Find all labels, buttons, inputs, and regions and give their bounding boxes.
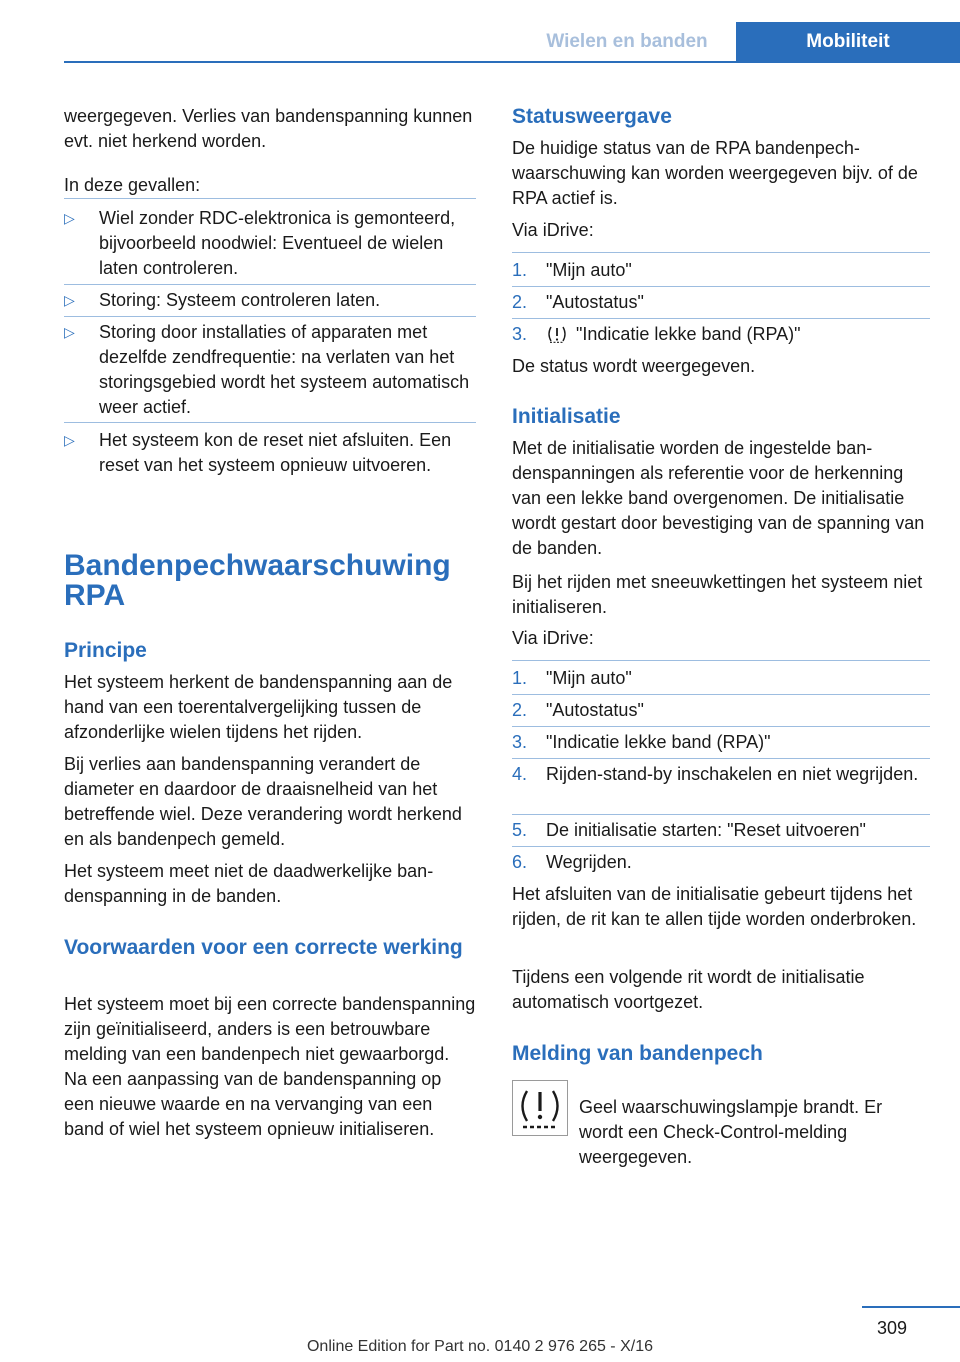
list-divider — [512, 318, 930, 319]
list-item: ▷ Het systeem kon de reset niet afsluiten. Een reset van het systeem opnieuw uitvoeren. — [64, 430, 452, 475]
triangle-right-icon: ▷ — [64, 210, 75, 226]
list-divider — [512, 758, 930, 759]
list-divider — [64, 422, 476, 423]
tpms-warning-lamp — [512, 1080, 568, 1136]
paragraph: De huidige status van de RPA bandenpechwaarschuwing kan worden weergegeven bijv. of de RPA actief is. — [512, 138, 918, 208]
list-item: ▷ Storing: Systeem controleren laten. — [64, 288, 476, 313]
list-item: 2. "Autostatus" — [512, 700, 644, 720]
paragraph: Het systeem moet bij een correcte bandenspanning zijn geïnitialiseerd, anders is een betrouwbare melding van een bandenpech niet gewaarborgd. Na een aanpassing van de bandenspanning op een nieuwe waarde en na vervanging van een band of wiel het systeem opnieuw initialiseren. — [64, 994, 476, 1139]
paragraph: Het systeem meet niet de daadwerkelijke bandenspanning in de banden. — [64, 861, 434, 906]
section-heading: Melding van bandenpech — [512, 1042, 763, 1065]
tpms-warning-icon — [513, 1081, 567, 1135]
list-item: 1. "Mijn auto" — [512, 260, 632, 280]
list-item: ▷ Wiel zonder RDC-elektronica is gemonteerd, bijvoorbeeld noodwiel: Eventueel de wielen laten controleren. — [64, 208, 456, 278]
section-heading: Initialisatie — [512, 405, 621, 428]
list-item: 6. Wegrijden. — [512, 852, 632, 872]
list-item: ▷ Storing door installaties of apparaten met dezelfde zendfrequentie: na verlaten van het storingsgebied wordt het systeem automatisch weer actief. — [64, 322, 470, 417]
section-heading: Voorwaarden voor een correcte werking — [64, 936, 463, 959]
paragraph: Via iDrive: — [512, 628, 594, 648]
footer-rule — [862, 1306, 960, 1308]
list-item: 1. "Mijn auto" — [512, 668, 632, 688]
paragraph: Tijdens een volgende rit wordt de initialisatie automatisch voortgezet. — [512, 967, 865, 1012]
list-item: 5. De initialisatie starten: "Reset uitvoeren" — [512, 820, 866, 840]
page-number: 309 — [876, 1318, 908, 1338]
list-item: 2. "Autostatus" — [512, 292, 644, 312]
paragraph: De status wordt weergegeven. — [512, 356, 756, 376]
list-divider — [64, 198, 476, 199]
header-chapter-title: Mobiliteit — [736, 22, 960, 62]
list-divider — [512, 694, 930, 695]
paragraph: Geel waarschuwingslampje brandt. Er wordt een Check-Control-melding weergegeven. — [579, 1097, 883, 1167]
list-divider — [64, 316, 476, 317]
header-section-title: Wielen en banden — [546, 31, 708, 52]
list-divider — [512, 286, 930, 287]
triangle-right-icon: ▷ — [64, 292, 75, 308]
triangle-right-icon: ▷ — [64, 432, 75, 448]
list-divider — [64, 284, 476, 285]
paragraph: weergegeven. Verlies van bandenspanning kunnen evt. niet herkend worden. — [64, 106, 473, 151]
chapter-heading: Bandenpechwaarschuwing RPA — [64, 549, 451, 612]
list-item: 3. "Indicatie lekke band (RPA)" — [512, 732, 771, 752]
paragraph: Bij het rijden met sneeuwkettingen het systeem niet initialiseren. — [512, 572, 923, 617]
edition-footer: Online Edition for Part no. 0140 2 976 265 - X/16 — [306, 1338, 653, 1355]
list-item: 3. "Indicatie lekke band (RPA)" — [512, 324, 801, 344]
triangle-right-icon: ▷ — [64, 324, 75, 340]
list-divider — [512, 660, 930, 661]
paragraph: Bij verlies aan bandenspanning verandert de diameter en daardoor de draaisnelheid van het betreffende wiel. Deze verandering wordt herkend en als bandenpech gemeld. — [64, 754, 462, 849]
list-divider — [512, 252, 930, 253]
list-divider — [512, 846, 930, 847]
paragraph: Via iDrive: — [512, 220, 594, 240]
list-divider — [512, 814, 930, 815]
paragraph: In deze gevallen: — [64, 175, 201, 195]
tpms-warning-icon — [546, 325, 568, 343]
section-heading: Principe — [64, 639, 147, 662]
paragraph: Het afsluiten van de initialisatie gebeurt tijdens het rijden, de rit kan te allen tijde worden onderbroken. — [512, 884, 917, 929]
list-item: 4. Rijden-stand-by inschakelen en niet wegrijden. — [512, 764, 919, 784]
list-divider — [512, 726, 930, 727]
section-heading: Statusweergave — [512, 105, 672, 128]
header-rule — [64, 61, 960, 63]
paragraph: Het systeem herkent de bandenspanning aan de hand van een toerentalvergelijking tussen de afzonderlijke wielen tijdens het rijden. — [64, 672, 453, 742]
paragraph: Met de initialisatie worden de ingestelde bandenspanningen als referentie voor de herkenning van een lekke band overgenomen. De initialisatie wordt gestart door bevestiging van de spanning van de banden. — [512, 438, 925, 558]
